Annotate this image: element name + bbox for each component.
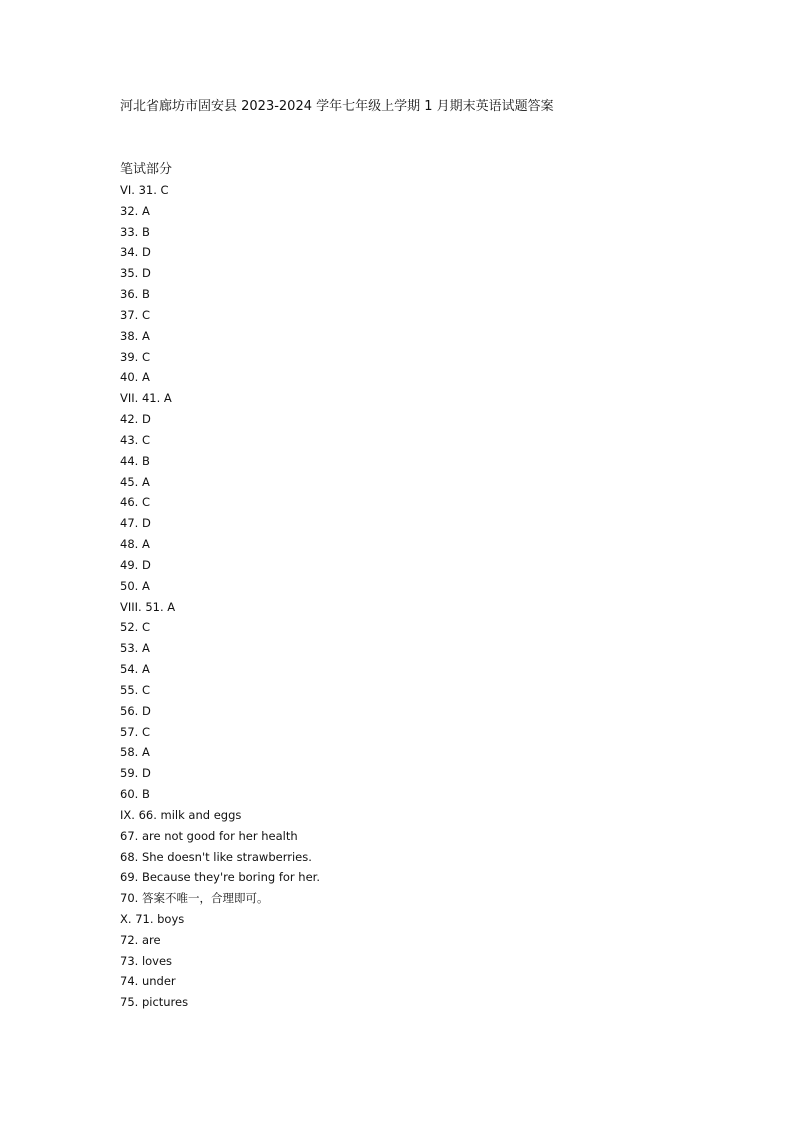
answer-line: 42. D (120, 412, 151, 427)
answer-line: 57. C (120, 724, 150, 739)
answer-line: 52. C (120, 620, 150, 635)
answer-line: 58. A (120, 745, 150, 760)
answer-line: 73. loves (120, 953, 173, 968)
answer-line: 70. 答案不唯一，合理即可。 (120, 891, 269, 906)
answer-line: 37. C (120, 307, 150, 322)
answer-line: 46. C (120, 495, 150, 510)
answer-line: IX. 66. milk and eggs (120, 807, 242, 822)
answer-line: 59. D (120, 766, 151, 781)
answer-line: 69. Because they're boring for her. (120, 870, 320, 885)
answer-line: 43. C (120, 432, 150, 447)
section-title: 笔试部分 (120, 162, 173, 177)
answer-line: 74. under (120, 974, 176, 989)
answer-line: 55. C (120, 682, 150, 697)
answer-line: 53. A (120, 641, 150, 656)
answer-line: 60. B (120, 787, 150, 802)
answer-line: 32. A (120, 203, 150, 218)
answer-line: 72. are (120, 932, 161, 947)
document-title: 河北省廊坊市固安县 2023-2024 学年七年级上学期 1 月期末英语试题答案 (120, 99, 554, 114)
answer-line: 56. D (120, 703, 151, 718)
answer-line: 47. D (120, 516, 151, 531)
answer-list (120, 180, 320, 1013)
answer-line: X. 71. boys (120, 911, 185, 926)
answer-line: 44. B (120, 453, 150, 468)
answer-line: 39. C (120, 349, 150, 364)
answer-line: 35. D (120, 266, 151, 281)
answer-line: VIII. 51. A (120, 599, 176, 614)
answer-line: 49. D (120, 557, 151, 572)
answer-line: 68. She doesn't like strawberries. (120, 849, 312, 864)
answer-line: 34. D (120, 245, 151, 260)
answer-line: 54. A (120, 662, 150, 677)
answer-line: 50. A (120, 578, 150, 593)
answer-line: 36. B (120, 287, 150, 302)
answer-line: VI. 31. C (120, 183, 169, 197)
answer-line: 67. are not good for her health (120, 828, 298, 843)
answer-line: 45. A (120, 474, 150, 489)
answer-line: VII. 41. A (120, 391, 172, 406)
answer-line: 38. A (120, 328, 150, 343)
answer-line: 33. B (120, 224, 150, 239)
answer-line: 48. A (120, 537, 150, 552)
answer-line: 40. A (120, 370, 150, 385)
answer-line: 75. pictures (120, 995, 189, 1010)
